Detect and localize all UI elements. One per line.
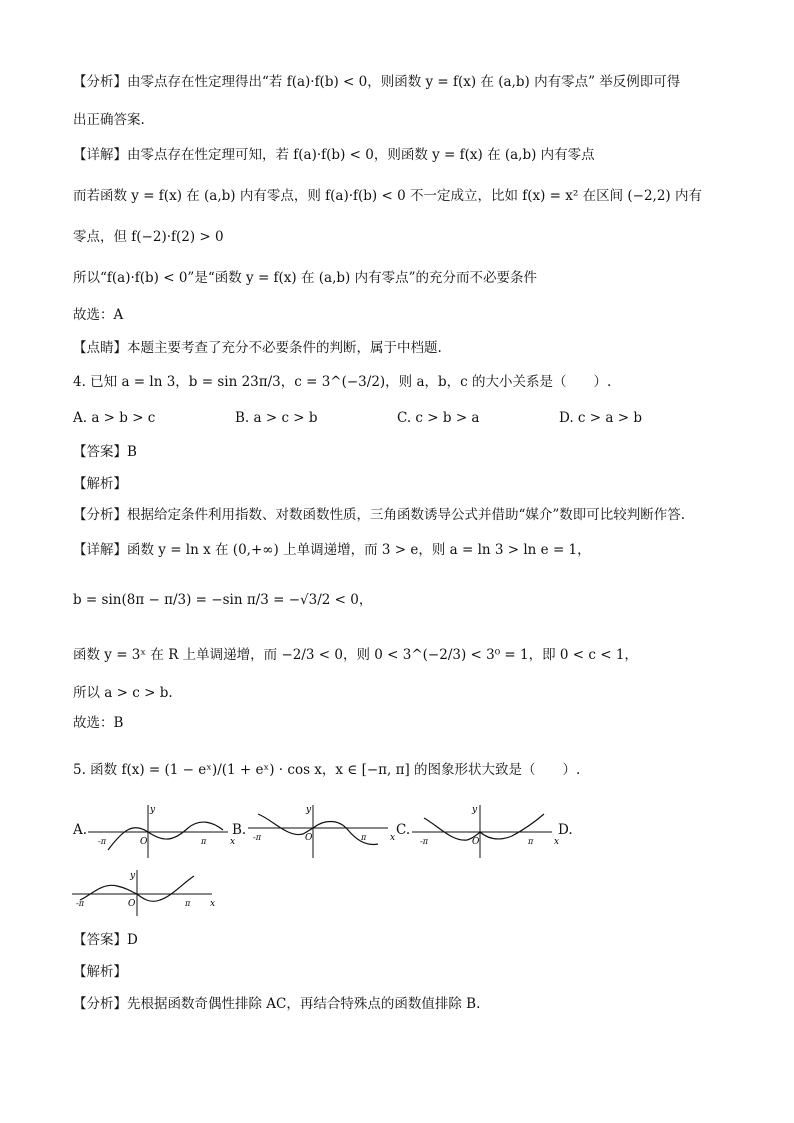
q4-analysis: 【分析】根据给定条件利用指数、对数函数性质，三角函数诱导公式并借助“媒介”数即可比较判断作答. <box>73 507 686 523</box>
analysis-line-2: 出正确答案. <box>73 112 145 128</box>
q5-c-neg-pi: -π <box>420 837 428 846</box>
q4-option-d: D. c > a > b <box>559 410 642 426</box>
q5-a-x: x <box>230 837 236 847</box>
q5-option-d-label: D. <box>558 822 573 838</box>
detail-line-1: 【详解】由零点存在性定理可知，若 f(a)·f(b) < 0，则函数 y = f(x) 在 (a,b) 内有零点 <box>73 147 595 163</box>
q5-b-pi: π <box>361 833 367 842</box>
q5-b-origin: O <box>305 833 313 843</box>
q4-option-c: C. c > b > a <box>397 410 480 426</box>
q5-a-y: y <box>150 805 156 815</box>
q4-detail-4: 所以 a > c > b. <box>73 685 173 701</box>
q5-b-x: x <box>390 833 396 843</box>
analysis-line-1: 【分析】由零点存在性定理得出“若 f(a)·f(b) < 0，则函数 y = f(x) 在 (a,b) 内有零点” 举反例即可得 <box>73 74 681 90</box>
q5-a-origin: O <box>140 837 148 847</box>
q5-d-neg-pi: -π <box>76 899 84 908</box>
q4-choice: 故选：B <box>73 715 124 731</box>
q5-graph-d <box>72 868 222 918</box>
q5-option-a-label: A. <box>73 822 88 838</box>
q4-detail-2: b = sin(8π − π/3) = −sin π/3 = −√3/2 < 0， <box>73 592 373 608</box>
q5-d-origin: O <box>128 899 136 909</box>
q4-detail-1: 【详解】函数 y = ln x 在 (0,+∞) 上单调递增，而 3 > e，则 a = ln 3 > ln e = 1， <box>73 542 591 558</box>
q5-b-neg-pi: -π <box>253 833 261 842</box>
question-5: 5. 函数 f(x) = (1 − eˣ)/(1 + eˣ) · cos x，x ∈ [−π, π] 的图象形状大致是（ ）. <box>73 762 581 778</box>
q5-option-b-label: B. <box>232 822 247 838</box>
q5-graph-a <box>88 800 238 860</box>
q5-c-x: x <box>554 837 560 847</box>
q5-b-y: y <box>306 805 312 815</box>
q5-analysis: 【分析】先根据函数奇偶性排除 AC，再结合特殊点的函数值排除 B. <box>73 996 481 1012</box>
q5-c-origin: O <box>472 837 480 847</box>
remark-line: 【点睛】本题主要考查了充分不必要条件的判断，属于中档题. <box>73 340 442 356</box>
q5-c-y: y <box>472 805 478 815</box>
q5-answer: 【答案】D <box>73 932 138 948</box>
q4-option-a: A. a > b > c <box>73 410 156 426</box>
q5-graph-b <box>248 800 398 860</box>
q4-solution-heading: 【解析】 <box>73 476 127 492</box>
q4-options <box>73 410 753 430</box>
q5-d-pi: π <box>185 899 191 908</box>
q5-option-c-label: C. <box>396 822 411 838</box>
detail-line-3: 零点，但 f(−2)·f(2) > 0 <box>73 229 224 245</box>
q5-d-x: x <box>210 899 216 909</box>
detail-line-2: 而若函数 y = f(x) 在 (a,b) 内有零点，则 f(a)·f(b) < 0 不一定成立，比如 f(x) = x² 在区间 (−2,2) 内有 <box>73 188 702 204</box>
q5-graph-c <box>412 800 562 860</box>
q4-answer: 【答案】B <box>73 444 137 460</box>
q5-a-neg-pi: -π <box>98 837 106 846</box>
question-4: 4. 已知 a = ln 3，b = sin 23π/3，c = 3^(−3/2)，则 a，b，c 的大小关系是（ ）. <box>73 374 612 390</box>
q5-a-pi: π <box>201 837 207 846</box>
detail-line-4: 所以“f(a)·f(b) < 0”是“函数 y = f(x) 在 (a,b) 内有零点”的充分而不必要条件 <box>73 270 537 286</box>
q5-d-y: y <box>130 871 136 881</box>
q4-option-b: B. a > c > b <box>235 410 318 426</box>
answer-choice: 故选：A <box>73 307 124 323</box>
q5-solution-heading: 【解析】 <box>73 964 127 980</box>
q5-c-pi: π <box>528 837 534 846</box>
q4-detail-3: 函数 y = 3ˣ 在 R 上单调递增，而 −2/3 < 0，则 0 < 3^(−2/3) < 3⁰ = 1，即 0 < c < 1， <box>73 647 638 663</box>
